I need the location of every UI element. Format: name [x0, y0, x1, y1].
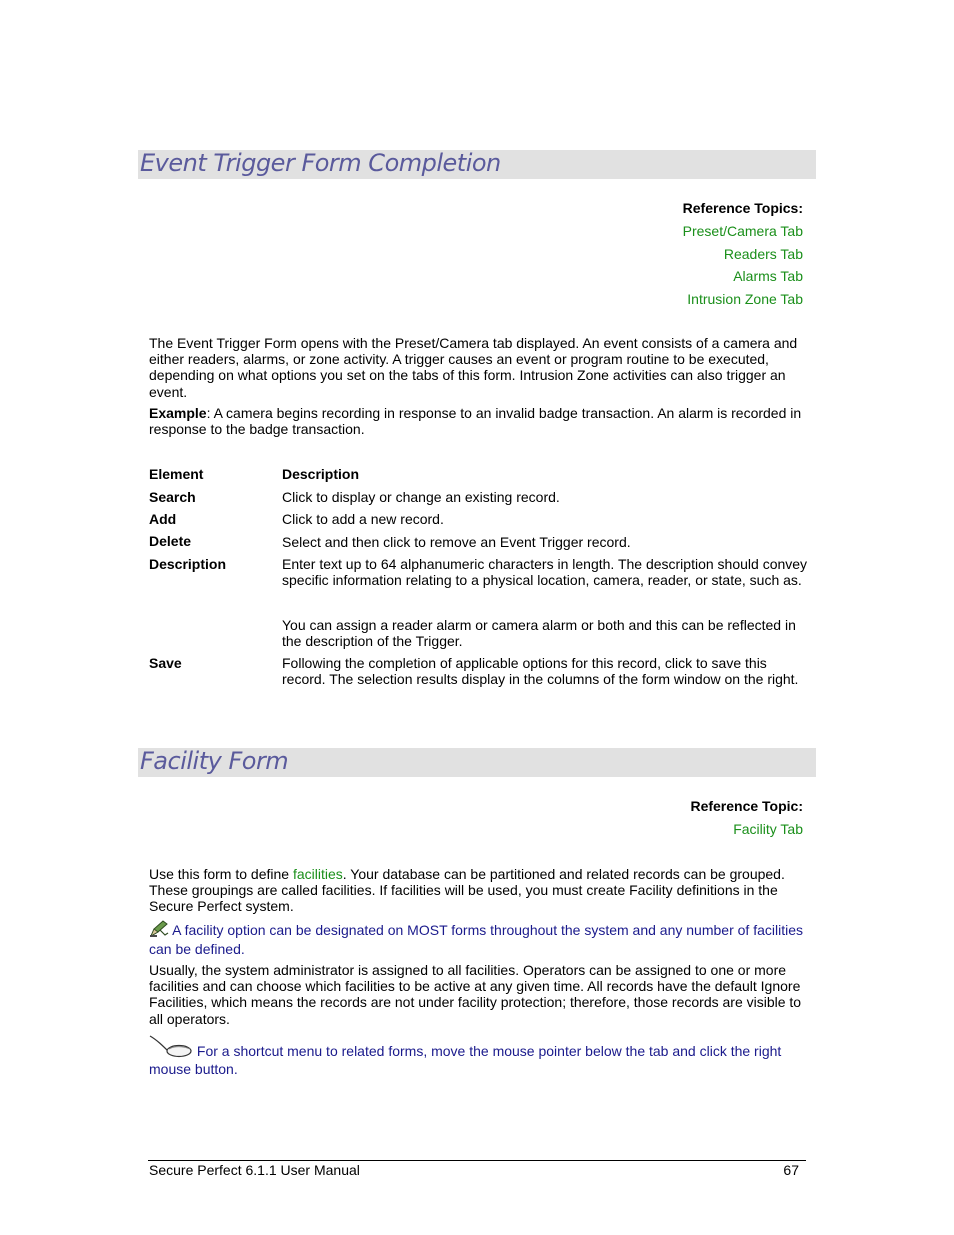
reference-link-facility-tab[interactable]: Facility Tab [733, 821, 803, 837]
footer-manual-title: Secure Perfect 6.1.1 User Manual [149, 1162, 360, 1178]
example-paragraph [149, 405, 811, 437]
table-row-name: Description [149, 556, 227, 572]
reference-link-readers[interactable]: Readers Tab [723, 245, 803, 262]
facility-paragraph-2: Usually, the system administrator is assigned to all facilities. Operators can be assigned to one or more facilities and can choose which facilities to be active at any given time. All records have the default Ignore Facilities, which means the records are not under facility protection; therefore, those records are visible to all operators. [149, 962, 802, 1027]
pencil-note-icon [149, 920, 169, 941]
facility-p1-text-rest: . Your database can be partitioned and related records can be grouped. These groupings are called facilities. If facilities will be used, you must create Facility definitions in the Secure Perfect system. [149, 866, 785, 915]
facilities-link[interactable]: facilities [292, 866, 343, 882]
table-row-desc: Enter text up to 64 alphanumeric characters in length. The description should convey specific information relating to a physical location, camera, reader, or state, such as. [282, 556, 808, 589]
table-header-description: Description [282, 466, 360, 482]
reference-topic-title: Reference Topic: [690, 798, 803, 814]
facility-p1-text: Use this form to define [149, 866, 293, 882]
example-text: : A camera begins recording in response to an invalid badge transaction. An alarm is recorded in response to the badge transaction. [149, 405, 802, 438]
facility-note-2 [149, 1034, 811, 1077]
table-row-name: Save [149, 655, 182, 671]
table-row-name: Search [149, 489, 196, 505]
section-title-facility-form: Facility Form [140, 747, 289, 775]
mouse-icon [149, 1034, 193, 1061]
reference-topics [683, 200, 803, 313]
example-label: Example [149, 405, 207, 421]
reference-link-alarms[interactable]: Alarms Tab [733, 268, 803, 284]
reference-topic [690, 798, 803, 844]
section-heading-bar [138, 748, 816, 777]
table-row-name: Add [149, 511, 177, 527]
facility-note-2-text: For a shortcut menu to related forms, move the mouse pointer below the tab and click the right mouse button. [149, 1043, 782, 1078]
table-row-name: Delete [149, 533, 192, 549]
footer-divider [148, 1160, 806, 1161]
facility-note-1-text: A facility option can be designated on MOST forms throughout the system and any number of facilities can be defined. [149, 922, 803, 958]
section-heading-bar [138, 150, 816, 179]
table-row-desc: Click to display or change an existing record. [282, 489, 560, 505]
table-header-element: Element [149, 466, 204, 482]
table-row-desc-extra: You can assign a reader alarm or camera alarm or both and this can be reflected in the description of the Trigger. [282, 617, 796, 650]
reference-link-intrusion-zone[interactable]: Intrusion Zone Tab [687, 290, 803, 307]
footer-page-number: 67 [783, 1162, 799, 1178]
facility-note-1 [149, 920, 811, 957]
section-title-event-trigger: Event Trigger Form Completion [140, 149, 501, 177]
reference-topics-title: Reference Topics: [682, 200, 803, 216]
table-row-desc: Following the completion of applicable options for this record, click to save this record. The selection results display in the columns of the form window on the right. [282, 655, 799, 688]
table-row-desc: Select and then click to remove an Event Trigger record. [282, 534, 631, 550]
reference-link-preset-camera[interactable]: Preset/Camera Tab [682, 223, 803, 239]
facility-paragraph-1 [149, 866, 811, 915]
intro-paragraph: The Event Trigger Form opens with the Preset/Camera tab displayed. An event consists of a camera and either readers, alarms, or zone activity. A trigger causes an event or program routine to be executed, depending on what options you set on the tabs of this form. Intrusion Zone activities can also trigger an event. [149, 335, 798, 400]
table-row-desc: Click to add a new record. [282, 511, 444, 527]
